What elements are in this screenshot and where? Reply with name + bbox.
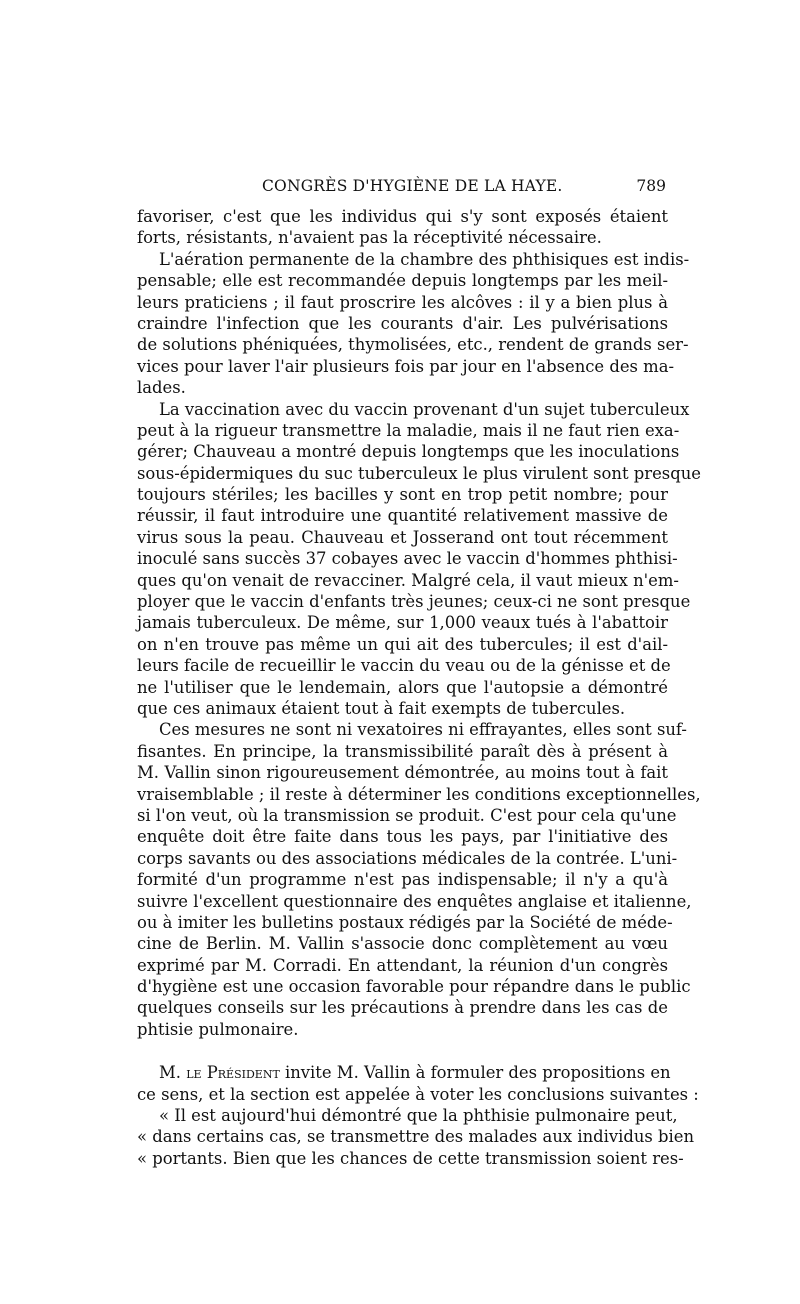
text-line: si l'on veut, où la transmission se produit. C'est pour cela qu'une xyxy=(137,805,677,825)
text-line: que ces animaux étaient tout à fait exempts de tubercules. xyxy=(137,698,626,718)
text-line: on n'en trouve pas même un qui ait des tubercules; il est d'ail- xyxy=(137,634,668,654)
text-line: exprimé par M. Corradi. En attendant, la réunion d'un congrès xyxy=(137,955,668,975)
text-line: lades. xyxy=(137,378,186,398)
text-line: inoculé sans succès 37 cobayes avec le vaccin d'hommes phthisi- xyxy=(137,549,678,569)
book-page xyxy=(137,176,701,1169)
text-line: ne l'utiliser que le lendemain, alors que l'autopsie a démontré xyxy=(137,677,668,697)
text-line: sous-épidermiques du suc tuberculeux le plus virulent sont presque xyxy=(137,463,701,483)
quote-line: « Il est aujourd'hui démontré que la phthisie pulmonaire peut, xyxy=(159,1106,678,1126)
running-head xyxy=(137,176,668,200)
quote-line: « portants. Bien que les chances de cette transmission soient res- xyxy=(137,1148,684,1168)
paragraph-president xyxy=(137,1062,699,1105)
section-gap xyxy=(137,1040,668,1062)
text-line: ques qu'on venait de revacciner. Malgré cela, il vaut mieux n'em- xyxy=(137,570,679,590)
text-line: toujours stériles; les bacilles y sont en trop petit nombre; pour xyxy=(137,485,668,505)
text-line: corps savants ou des associations médicales de la contrée. L'uni- xyxy=(137,848,678,868)
running-title: CONGRÈS D'HYGIÈNE DE LA HAYE. xyxy=(262,177,563,195)
paragraph-mesures xyxy=(137,719,701,1040)
text-line: d'hygiène est une occasion favorable pour répandre dans le public xyxy=(137,977,691,997)
text-line: craindre l'infection que les courants d'air. Les pulvérisations xyxy=(137,313,668,333)
text-line: vices pour laver l'air plusieurs fois par jour en l'absence des ma- xyxy=(137,356,675,376)
text-line: leurs facile de recueillir le vaccin du veau ou de la génisse et de xyxy=(137,656,671,676)
text-line: phtisie pulmonaire. xyxy=(137,1019,299,1039)
text-line: Ces mesures ne sont ni vexatoires ni effrayantes, elles sont suf- xyxy=(159,720,687,740)
text-line: forts, résistants, n'avaient pas la réceptivité nécessaire. xyxy=(137,228,602,248)
text-line: leurs praticiens ; il faut proscrire les alcôves : il y a bien plus à xyxy=(137,292,668,312)
text-line: virus sous la peau. Chauveau et Josserand ont tout récemment xyxy=(137,527,668,547)
text-line: fisantes. En principe, la transmissibilité paraît dès à présent à xyxy=(137,741,668,761)
text-line: jamais tuberculeux. De même, sur 1,000 veaux tués à l'abattoir xyxy=(137,613,668,633)
text-line: La vaccination avec du vaccin provenant d'un sujet tuberculeux xyxy=(159,399,690,419)
text-line: ou à imiter les bulletins postaux rédigés par la Société de méde- xyxy=(137,912,673,932)
text-line: quelques conseils sur les précautions à prendre dans les cas de xyxy=(137,998,668,1018)
text-line: peut à la rigueur transmettre la maladie, mais il ne faut rien exa- xyxy=(137,420,680,440)
text-line: favoriser, c'est que les individus qui s'y sont exposés étaient xyxy=(137,207,668,226)
text-line: cine de Berlin. M. Vallin s'associe donc complètement au vœu xyxy=(137,934,668,954)
paragraph-continuation xyxy=(137,206,668,249)
text-line: formité d'un programme n'est pas indispensable; il n'y a qu'à xyxy=(137,870,668,890)
speaker-text: invite M. Vallin à formuler des propositions en xyxy=(285,1063,671,1083)
text-line: réussir, il faut introduire une quantité relativement massive de xyxy=(137,506,668,526)
page-number: 789 xyxy=(636,177,666,195)
speaker-name: M. le Président xyxy=(159,1063,280,1083)
quote-line: « dans certains cas, se transmettre des malades aux individus bien xyxy=(137,1127,695,1147)
text-line: ployer que le vaccin d'enfants très jeunes; ceux-ci ne sont presque xyxy=(137,592,691,612)
text-line: M. Vallin sinon rigoureusement démontrée, au moins tout à fait xyxy=(137,763,668,783)
quotation-conclusions xyxy=(137,1105,695,1169)
text-line: L'aération permanente de la chambre des phthisiques est indis- xyxy=(159,249,690,269)
paragraph-vaccination xyxy=(137,399,701,720)
text-line: enquête doit être faite dans tous les pays, par l'initiative des xyxy=(137,827,668,847)
text-line: vraisemblable ; il reste à déterminer les conditions exceptionnelles, xyxy=(137,784,701,804)
paragraph-aeration xyxy=(137,249,690,399)
text-line: suivre l'excellent questionnaire des enquêtes anglaise et italienne, xyxy=(137,891,692,911)
text-line: pensable; elle est recommandée depuis longtemps par les meil- xyxy=(137,271,668,291)
text-line: ce sens, et la section est appelée à voter les conclusions suivantes : xyxy=(137,1084,699,1104)
text-line xyxy=(137,1062,671,1083)
text-line: de solutions phéniquées, thymolisées, etc., rendent de grands ser- xyxy=(137,335,689,355)
text-line: gérer; Chauveau a montré depuis longtemps que les inoculations xyxy=(137,442,680,462)
